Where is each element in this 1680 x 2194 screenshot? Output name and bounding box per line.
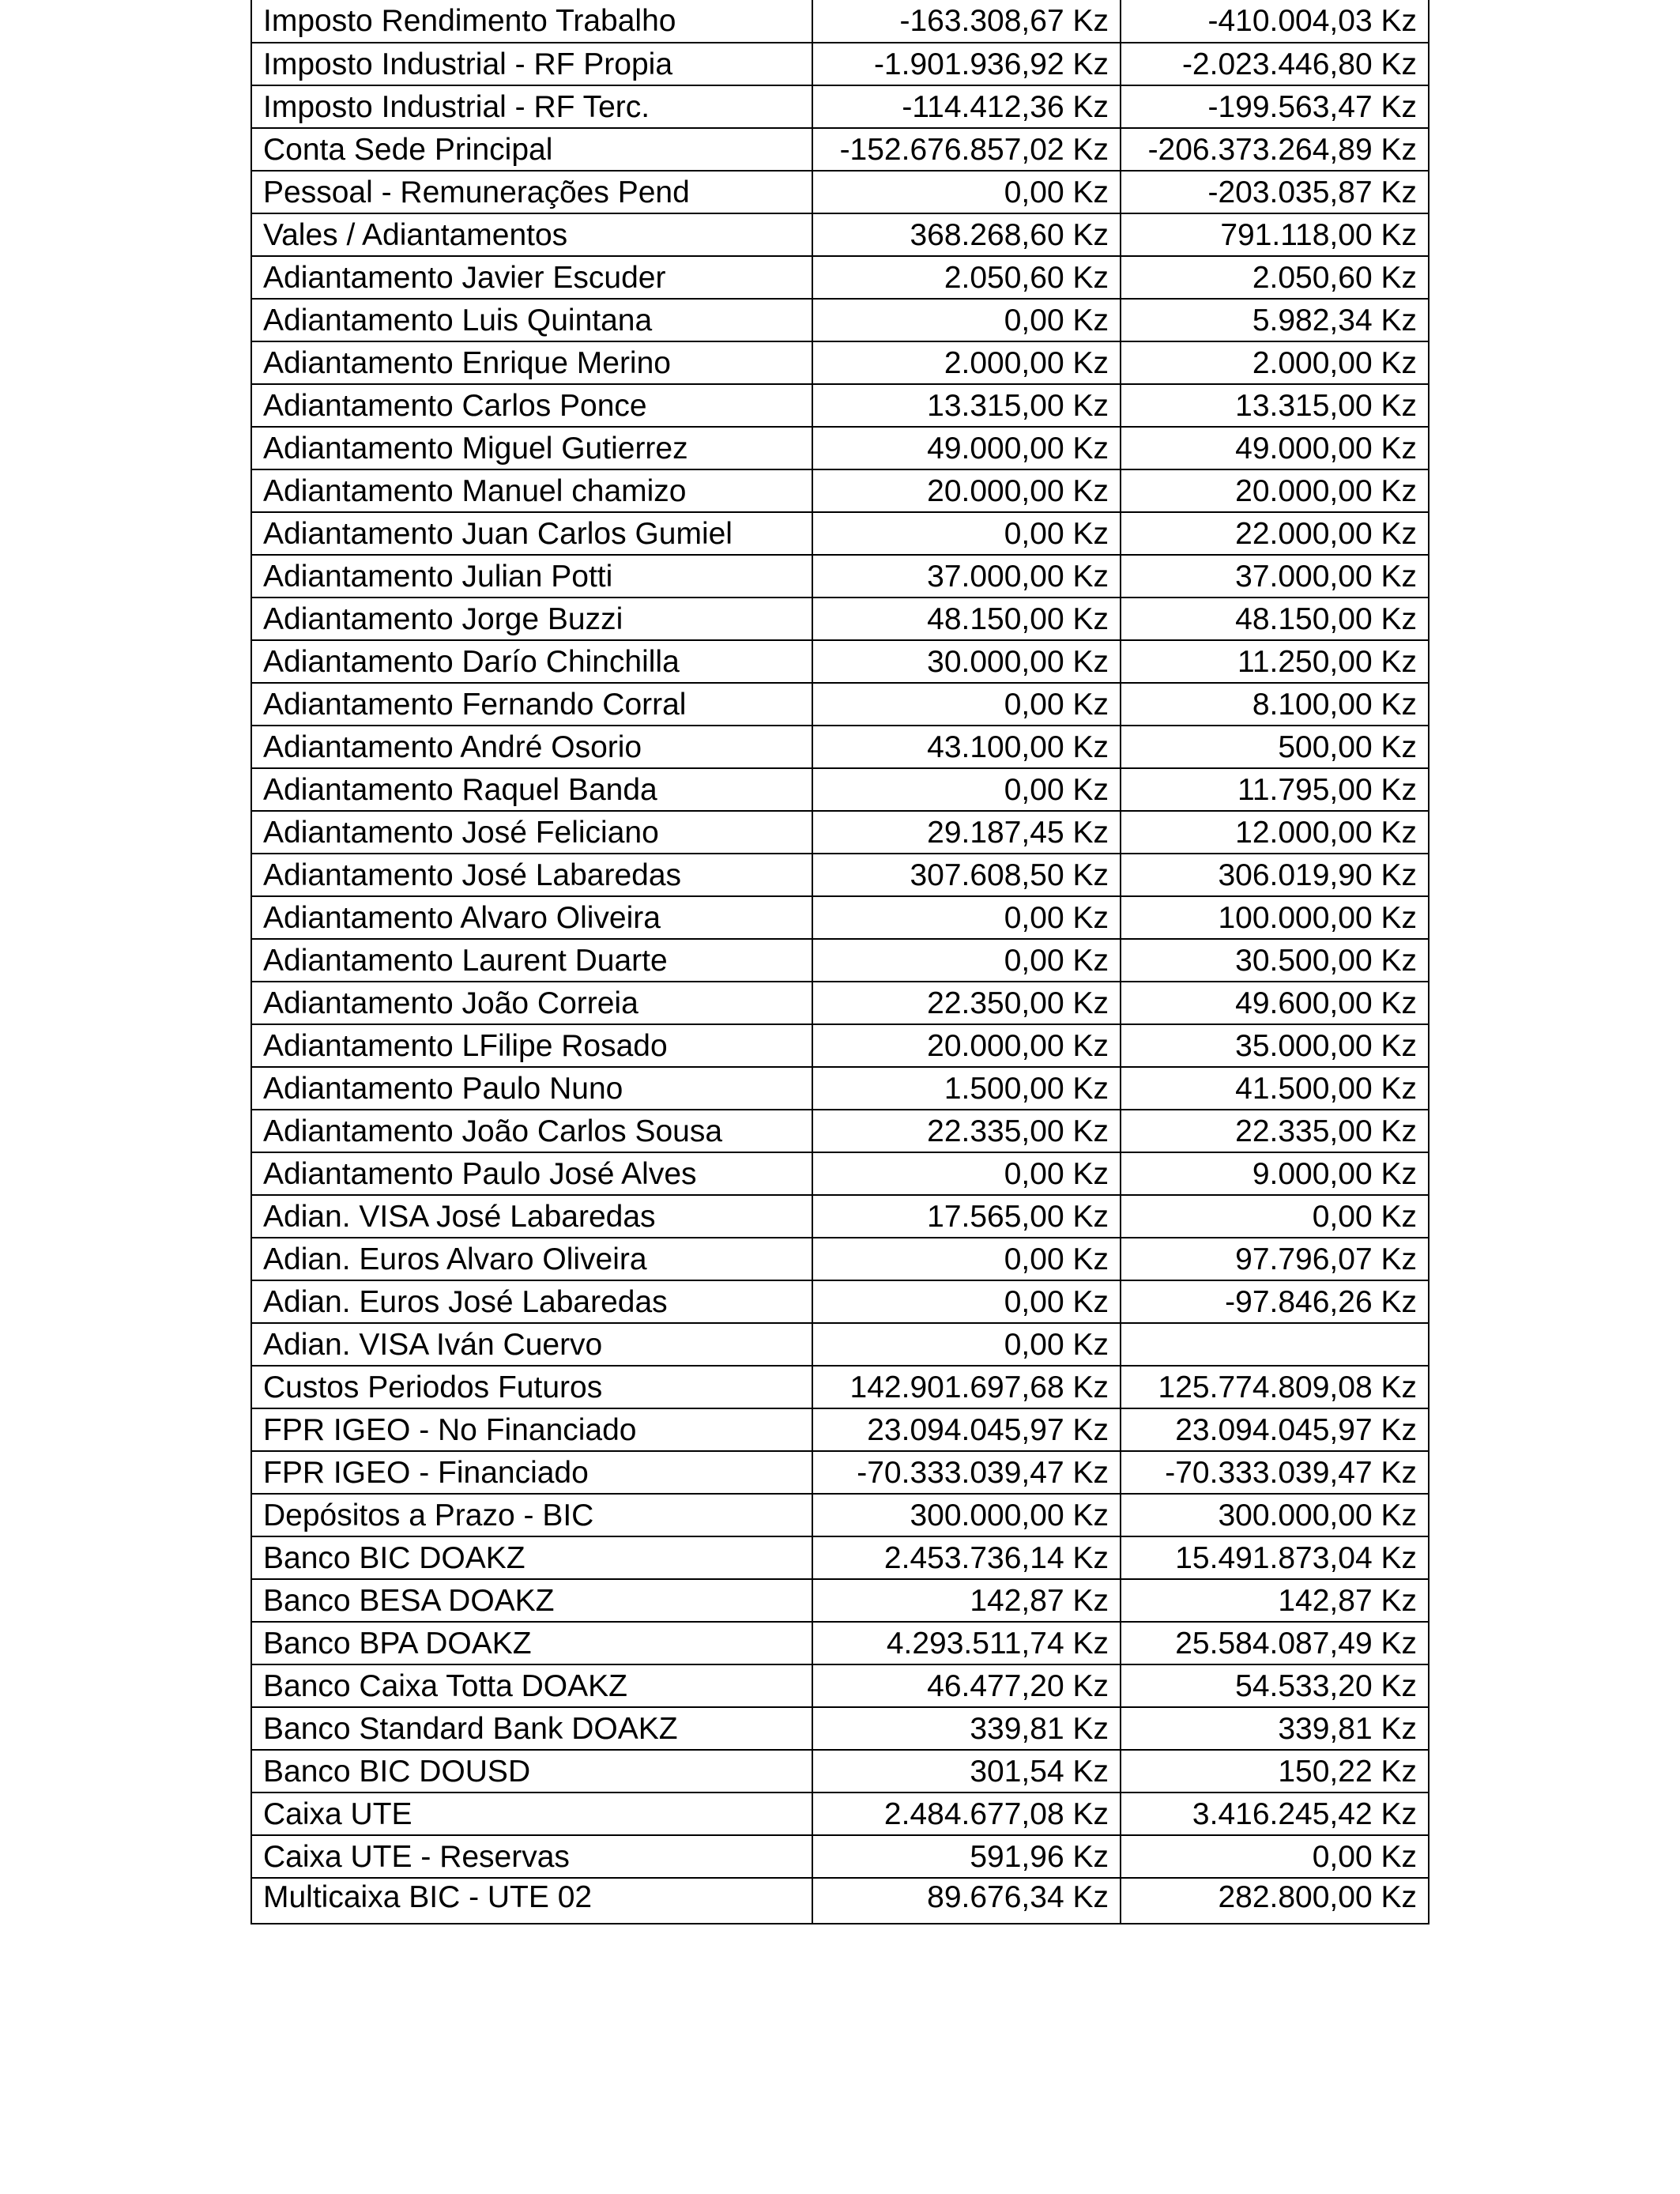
value-1-cell: 43.100,00 Kz	[812, 726, 1121, 768]
table-row	[251, 1110, 1429, 1152]
table-row	[251, 0, 1429, 43]
value-1-cell: 17.565,00 Kz	[812, 1195, 1121, 1238]
account-name-cell: Adiantamento Juan Carlos Gumiel	[251, 512, 812, 555]
account-name-cell: Adiantamento Paulo José Alves	[251, 1152, 812, 1195]
value-2-cell: 97.796,07 Kz	[1121, 1238, 1429, 1280]
value-2-cell: -70.333.039,47 Kz	[1121, 1451, 1429, 1494]
table-row	[251, 683, 1429, 726]
table-row	[251, 1408, 1429, 1451]
account-name-cell: Depósitos a Prazo - BIC	[251, 1494, 812, 1536]
value-2-cell: 791.118,00 Kz	[1121, 213, 1429, 256]
value-1-cell: -114.412,36 Kz	[812, 85, 1121, 128]
value-1-cell: 300.000,00 Kz	[812, 1494, 1121, 1536]
value-1-cell: 0,00 Kz	[812, 683, 1121, 726]
value-2-cell: 22.335,00 Kz	[1121, 1110, 1429, 1152]
value-1-cell: 2.453.736,14 Kz	[812, 1536, 1121, 1579]
account-name-cell: Imposto Industrial - RF Propia	[251, 43, 812, 85]
value-1-cell: 0,00 Kz	[812, 512, 1121, 555]
value-2-cell: 2.050,60 Kz	[1121, 256, 1429, 299]
value-1-cell: 2.050,60 Kz	[812, 256, 1121, 299]
table-row	[251, 726, 1429, 768]
value-1-cell: 368.268,60 Kz	[812, 213, 1121, 256]
value-2-cell: -97.846,26 Kz	[1121, 1280, 1429, 1323]
value-1-cell: 142,87 Kz	[812, 1579, 1121, 1622]
value-2-cell: -2.023.446,80 Kz	[1121, 43, 1429, 85]
value-1-cell: 4.293.511,74 Kz	[812, 1622, 1121, 1664]
value-2-cell: 37.000,00 Kz	[1121, 555, 1429, 598]
value-2-cell: 12.000,00 Kz	[1121, 811, 1429, 854]
value-1-cell: 89.676,34 Kz	[812, 1878, 1121, 1924]
table-row	[251, 1451, 1429, 1494]
value-1-cell: 0,00 Kz	[812, 939, 1121, 982]
value-2-cell: 30.500,00 Kz	[1121, 939, 1429, 982]
table-row	[251, 1067, 1429, 1110]
value-1-cell: 48.150,00 Kz	[812, 598, 1121, 640]
account-name-cell: Adiantamento Luis Quintana	[251, 299, 812, 341]
value-2-cell: 2.000,00 Kz	[1121, 341, 1429, 384]
value-2-cell: 0,00 Kz	[1121, 1195, 1429, 1238]
table-row	[251, 1536, 1429, 1579]
account-name-cell: Adiantamento Raquel Banda	[251, 768, 812, 811]
value-1-cell: 23.094.045,97 Kz	[812, 1408, 1121, 1451]
value-1-cell: -1.901.936,92 Kz	[812, 43, 1121, 85]
account-name-cell: Adiantamento José Labaredas	[251, 854, 812, 896]
account-name-cell: Adiantamento Alvaro Oliveira	[251, 896, 812, 939]
value-2-cell: 35.000,00 Kz	[1121, 1024, 1429, 1067]
value-2-cell: 300.000,00 Kz	[1121, 1494, 1429, 1536]
value-1-cell: 1.500,00 Kz	[812, 1067, 1121, 1110]
table-row	[251, 555, 1429, 598]
account-name-cell: Caixa UTE	[251, 1793, 812, 1835]
ledger-body	[251, 0, 1429, 1924]
value-2-cell: 100.000,00 Kz	[1121, 896, 1429, 939]
table-row	[251, 1622, 1429, 1664]
table-row	[251, 939, 1429, 982]
value-2-cell: 0,00 Kz	[1121, 1835, 1429, 1878]
table-row	[251, 854, 1429, 896]
value-2-cell: 15.491.873,04 Kz	[1121, 1536, 1429, 1579]
account-name-cell: Imposto Industrial - RF Terc.	[251, 85, 812, 128]
value-1-cell: -152.676.857,02 Kz	[812, 128, 1121, 171]
account-name-cell: Adiantamento Laurent Duarte	[251, 939, 812, 982]
table-row	[251, 768, 1429, 811]
value-2-cell: 11.250,00 Kz	[1121, 640, 1429, 683]
table-row	[251, 43, 1429, 85]
value-1-cell: 142.901.697,68 Kz	[812, 1366, 1121, 1408]
account-name-cell: Adiantamento Paulo Nuno	[251, 1067, 812, 1110]
table-row	[251, 299, 1429, 341]
account-name-cell: Adian. Euros José Labaredas	[251, 1280, 812, 1323]
value-1-cell: 2.000,00 Kz	[812, 341, 1121, 384]
account-name-cell: Adiantamento Fernando Corral	[251, 683, 812, 726]
table-row	[251, 213, 1429, 256]
account-name-cell: Adiantamento José Feliciano	[251, 811, 812, 854]
value-2-cell: 5.982,34 Kz	[1121, 299, 1429, 341]
table-row	[251, 256, 1429, 299]
value-2-cell: 20.000,00 Kz	[1121, 469, 1429, 512]
value-1-cell: 591,96 Kz	[812, 1835, 1121, 1878]
account-name-cell: Adiantamento Carlos Ponce	[251, 384, 812, 427]
account-name-cell: Adiantamento Enrique Merino	[251, 341, 812, 384]
value-2-cell: 25.584.087,49 Kz	[1121, 1622, 1429, 1664]
table-row	[251, 85, 1429, 128]
table-row	[251, 896, 1429, 939]
value-2-cell: -206.373.264,89 Kz	[1121, 128, 1429, 171]
account-name-cell: Multicaixa BIC - UTE 02	[251, 1878, 812, 1924]
value-2-cell: 11.795,00 Kz	[1121, 768, 1429, 811]
table-row	[251, 1878, 1429, 1924]
value-1-cell: -163.308,67 Kz	[812, 0, 1121, 43]
table-row	[251, 1195, 1429, 1238]
account-name-cell: Adiantamento André Osorio	[251, 726, 812, 768]
account-name-cell: Adiantamento Manuel chamizo	[251, 469, 812, 512]
table-row	[251, 640, 1429, 683]
value-1-cell: 0,00 Kz	[812, 1152, 1121, 1195]
value-2-cell: -410.004,03 Kz	[1121, 0, 1429, 43]
value-2-cell: 49.600,00 Kz	[1121, 982, 1429, 1024]
value-2-cell: 23.094.045,97 Kz	[1121, 1408, 1429, 1451]
table-row	[251, 1664, 1429, 1707]
table-row	[251, 1793, 1429, 1835]
account-name-cell: Adian. VISA Iván Cuervo	[251, 1323, 812, 1366]
table-row	[251, 1366, 1429, 1408]
table-row	[251, 384, 1429, 427]
value-2-cell: 8.100,00 Kz	[1121, 683, 1429, 726]
account-name-cell: Pessoal - Remunerações Pend	[251, 171, 812, 213]
value-1-cell: 0,00 Kz	[812, 1280, 1121, 1323]
value-1-cell: 49.000,00 Kz	[812, 427, 1121, 469]
account-name-cell: Banco BESA DOAKZ	[251, 1579, 812, 1622]
table-row	[251, 469, 1429, 512]
value-1-cell: 0,00 Kz	[812, 299, 1121, 341]
table-row	[251, 1152, 1429, 1195]
value-1-cell: 29.187,45 Kz	[812, 811, 1121, 854]
value-1-cell: 30.000,00 Kz	[812, 640, 1121, 683]
value-1-cell: 307.608,50 Kz	[812, 854, 1121, 896]
account-name-cell: Adiantamento João Correia	[251, 982, 812, 1024]
account-name-cell: Vales / Adiantamentos	[251, 213, 812, 256]
value-2-cell: 150,22 Kz	[1121, 1750, 1429, 1793]
table-row	[251, 341, 1429, 384]
value-1-cell: 46.477,20 Kz	[812, 1664, 1121, 1707]
value-1-cell: 22.335,00 Kz	[812, 1110, 1121, 1152]
value-2-cell: -203.035,87 Kz	[1121, 171, 1429, 213]
account-name-cell: FPR IGEO - Financiado	[251, 1451, 812, 1494]
value-1-cell: 22.350,00 Kz	[812, 982, 1121, 1024]
account-name-cell: Imposto Rendimento Trabalho	[251, 0, 812, 43]
account-name-cell: Banco Standard Bank DOAKZ	[251, 1707, 812, 1750]
account-name-cell: Banco Caixa Totta DOAKZ	[251, 1664, 812, 1707]
value-1-cell: 301,54 Kz	[812, 1750, 1121, 1793]
value-2-cell: 22.000,00 Kz	[1121, 512, 1429, 555]
table-row	[251, 171, 1429, 213]
value-1-cell: 0,00 Kz	[812, 896, 1121, 939]
account-name-cell: Adian. VISA José Labaredas	[251, 1195, 812, 1238]
value-1-cell: 20.000,00 Kz	[812, 469, 1121, 512]
table-row	[251, 1835, 1429, 1878]
value-2-cell: 282.800,00 Kz	[1121, 1878, 1429, 1924]
table-row	[251, 1323, 1429, 1366]
value-2-cell: 3.416.245,42 Kz	[1121, 1793, 1429, 1835]
table-row	[251, 1238, 1429, 1280]
value-2-cell: 500,00 Kz	[1121, 726, 1429, 768]
value-2-cell: 339,81 Kz	[1121, 1707, 1429, 1750]
table-row	[251, 512, 1429, 555]
account-name-cell: Adian. Euros Alvaro Oliveira	[251, 1238, 812, 1280]
value-2-cell: 9.000,00 Kz	[1121, 1152, 1429, 1195]
value-1-cell: 0,00 Kz	[812, 768, 1121, 811]
value-2-cell: 125.774.809,08 Kz	[1121, 1366, 1429, 1408]
value-2-cell	[1121, 1323, 1429, 1366]
table-row	[251, 427, 1429, 469]
table-row	[251, 1750, 1429, 1793]
account-name-cell: Banco BIC DOAKZ	[251, 1536, 812, 1579]
table-row	[251, 1494, 1429, 1536]
value-2-cell: -199.563,47 Kz	[1121, 85, 1429, 128]
account-name-cell: Adiantamento Darío Chinchilla	[251, 640, 812, 683]
value-2-cell: 41.500,00 Kz	[1121, 1067, 1429, 1110]
table-row	[251, 1024, 1429, 1067]
value-1-cell: 2.484.677,08 Kz	[812, 1793, 1121, 1835]
account-name-cell: Custos Periodos Futuros	[251, 1366, 812, 1408]
account-name-cell: Banco BPA DOAKZ	[251, 1622, 812, 1664]
table-row	[251, 598, 1429, 640]
value-2-cell: 13.315,00 Kz	[1121, 384, 1429, 427]
table-row	[251, 811, 1429, 854]
value-1-cell: 339,81 Kz	[812, 1707, 1121, 1750]
account-name-cell: Adiantamento Jorge Buzzi	[251, 598, 812, 640]
account-name-cell: Adiantamento LFilipe Rosado	[251, 1024, 812, 1067]
value-2-cell: 142,87 Kz	[1121, 1579, 1429, 1622]
value-2-cell: 49.000,00 Kz	[1121, 427, 1429, 469]
table-row	[251, 982, 1429, 1024]
table-row	[251, 1707, 1429, 1750]
account-name-cell: Caixa UTE - Reservas	[251, 1835, 812, 1878]
table-row	[251, 1280, 1429, 1323]
account-name-cell: FPR IGEO - No Financiado	[251, 1408, 812, 1451]
value-1-cell: 37.000,00 Kz	[812, 555, 1121, 598]
value-1-cell: 13.315,00 Kz	[812, 384, 1121, 427]
account-name-cell: Adiantamento Javier Escuder	[251, 256, 812, 299]
value-1-cell: 0,00 Kz	[812, 171, 1121, 213]
account-name-cell: Adiantamento João Carlos Sousa	[251, 1110, 812, 1152]
value-1-cell: 20.000,00 Kz	[812, 1024, 1121, 1067]
ledger-table	[250, 0, 1430, 1924]
table-row	[251, 1579, 1429, 1622]
account-name-cell: Conta Sede Principal	[251, 128, 812, 171]
account-name-cell: Banco BIC DOUSD	[251, 1750, 812, 1793]
table-row	[251, 128, 1429, 171]
value-1-cell: 0,00 Kz	[812, 1238, 1121, 1280]
value-2-cell: 54.533,20 Kz	[1121, 1664, 1429, 1707]
value-1-cell: 0,00 Kz	[812, 1323, 1121, 1366]
value-2-cell: 306.019,90 Kz	[1121, 854, 1429, 896]
account-name-cell: Adiantamento Julian Potti	[251, 555, 812, 598]
value-2-cell: 48.150,00 Kz	[1121, 598, 1429, 640]
account-name-cell: Adiantamento Miguel Gutierrez	[251, 427, 812, 469]
value-1-cell: -70.333.039,47 Kz	[812, 1451, 1121, 1494]
